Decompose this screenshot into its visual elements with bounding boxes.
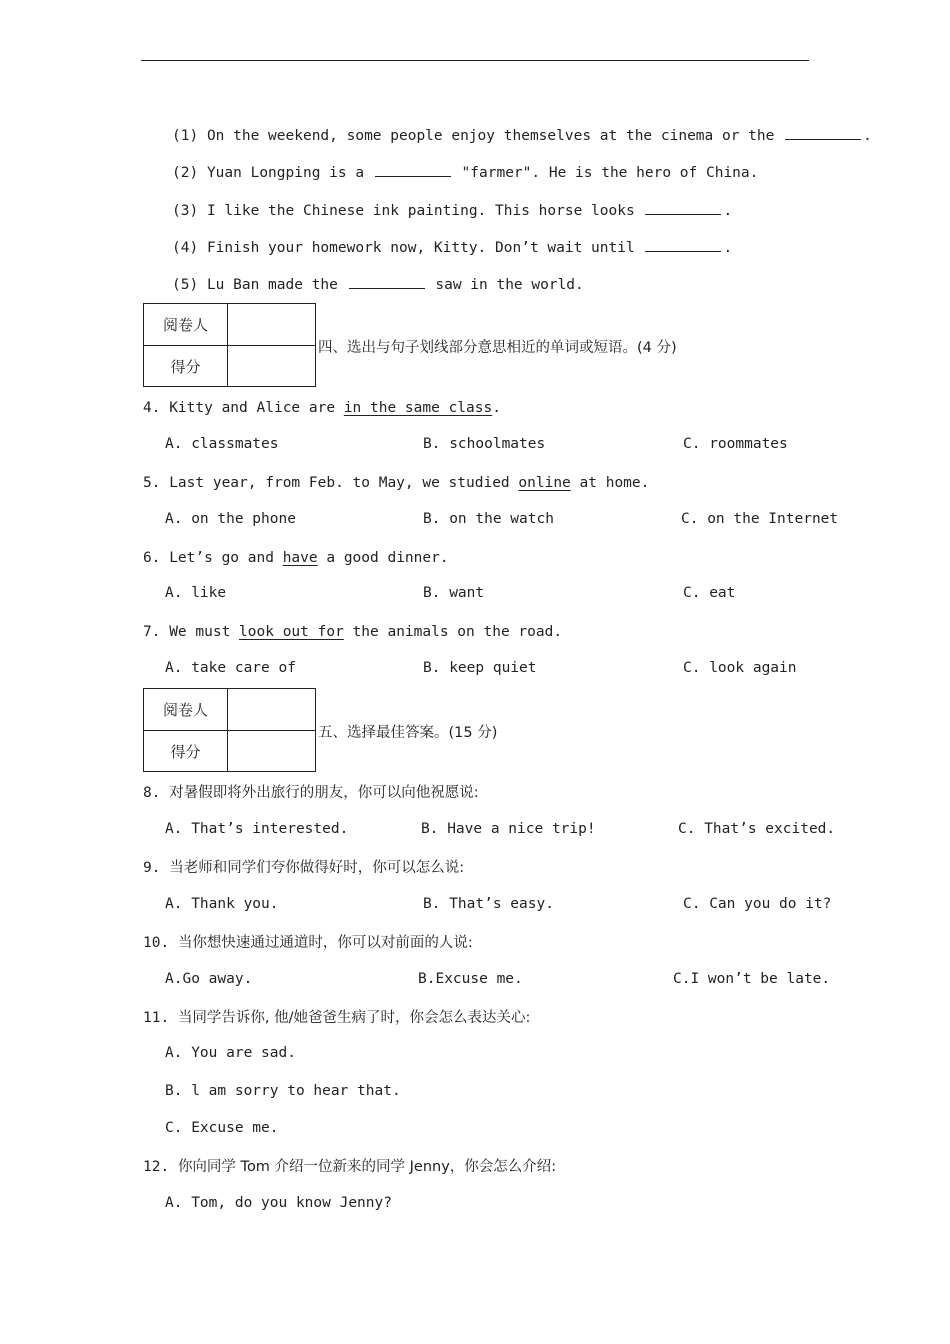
reviewer-label: 阅卷人 <box>144 689 228 731</box>
score-box-section5 <box>143 688 316 772</box>
q8-option-b: B. Have a nice trip! <box>421 821 596 837</box>
q6-option-a: A. like <box>165 585 227 601</box>
fill-blank-2: (2) Yuan Longping is a "farmer". He is the hero of China. <box>172 162 758 183</box>
question-7: 7. We must look out for the animals on the road. <box>143 624 563 640</box>
q11-option-c: C. Excuse me. <box>165 1120 279 1136</box>
q9-option-b: B. That’s easy. <box>423 896 554 912</box>
section5-title: 五、选择最佳答案。(15 分) <box>318 725 498 741</box>
score-label: 得分 <box>144 346 228 386</box>
q6-option-c: C. eat <box>683 585 736 601</box>
question-11: 11. 当同学告诉你, 他/她爸爸生病了时，你会怎么表达关心: <box>143 1010 531 1026</box>
fill-blank-3: (3) I like the Chinese ink painting. This horse looks . <box>172 200 732 221</box>
question-12: 12. 你向同学 Tom 介绍一位新来的同学 Jenny，你会怎么介绍: <box>143 1159 557 1175</box>
q5-option-a: A. on the phone <box>165 511 296 527</box>
score-label: 得分 <box>144 731 228 771</box>
header-rule <box>141 60 809 61</box>
q7-option-c: C. look again <box>683 660 797 676</box>
q4-option-a: A. classmates <box>165 436 279 452</box>
q4-option-c: C. roommates <box>683 436 788 452</box>
q9-option-c: C. Can you do it? <box>683 896 832 912</box>
q11-option-a: A. You are sad. <box>165 1045 296 1061</box>
q10-option-c: C.I won’t be late. <box>673 971 831 987</box>
q9-option-a: A. Thank you. <box>165 896 279 912</box>
question-4: 4. Kitty and Alice are in the same class. <box>143 400 501 416</box>
question-10: 10. 当你想快速通过通道时，你可以对前面的人说: <box>143 935 473 951</box>
question-5: 5. Last year, from Feb. to May, we studied online at home. <box>143 475 650 491</box>
fill-blank-4: (4) Finish your homework now, Kitty. Don’t wait until . <box>172 237 732 258</box>
question-8: 8. 对暑假即将外出旅行的朋友，你可以向他祝愿说: <box>143 785 479 801</box>
q6-option-b: B. want <box>423 585 485 601</box>
q7-option-a: A. take care of <box>165 660 296 676</box>
question-9: 9. 当老师和同学们夸你做得好时，你可以怎么说: <box>143 860 465 876</box>
question-6: 6. Let’s go and have a good dinner. <box>143 550 449 566</box>
score-box-section4 <box>143 303 316 387</box>
reviewer-cell <box>228 304 315 346</box>
q12-option-a: A. Tom, do you know Jenny? <box>165 1195 392 1211</box>
q10-option-b: B.Excuse me. <box>418 971 523 987</box>
section4-title: 四、选出与句子划线部分意思相近的单词或短语。(4 分) <box>318 340 677 356</box>
q5-option-b: B. on the watch <box>423 511 554 527</box>
q4-option-b: B. schoolmates <box>423 436 546 452</box>
q11-option-b: B. l am sorry to hear that. <box>165 1083 401 1099</box>
q10-option-a: A.Go away. <box>165 971 253 987</box>
q7-option-b: B. keep quiet <box>423 660 537 676</box>
q5-option-c: C. on the Internet <box>681 511 839 527</box>
fill-blank-5: (5) Lu Ban made the saw in the world. <box>172 274 584 295</box>
q8-option-a: A. That’s interested. <box>165 821 349 837</box>
score-cell <box>228 346 315 386</box>
q8-option-c: C. That’s excited. <box>678 821 836 837</box>
score-cell <box>228 731 315 771</box>
reviewer-label: 阅卷人 <box>144 304 228 346</box>
fill-blank-1: (1) On the weekend, some people enjoy themselves at the cinema or the . <box>172 125 872 146</box>
reviewer-cell <box>228 689 315 731</box>
